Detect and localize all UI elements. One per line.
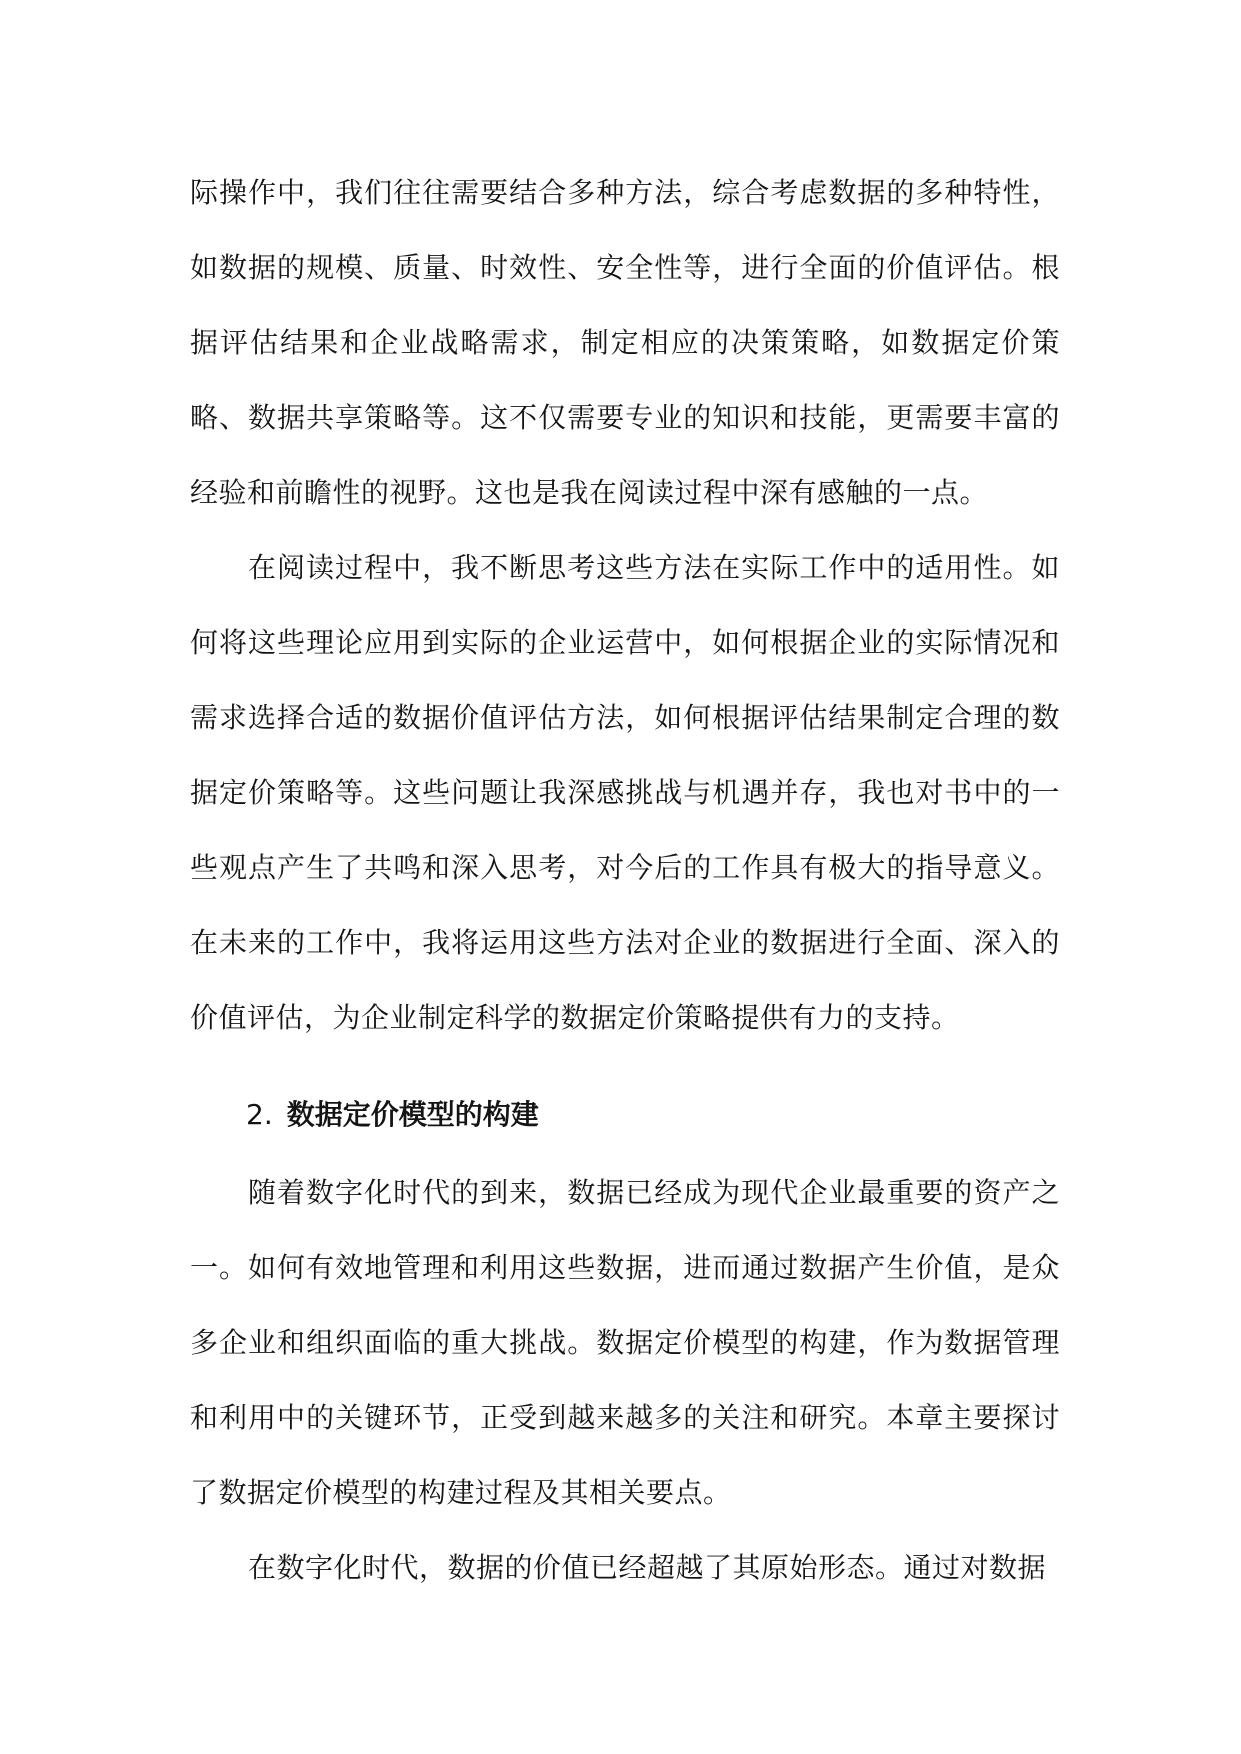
paragraph-reading-reflection: 在阅读过程中，我不断思考这些方法在实际工作中的适用性。如何将这些理论应用到实际的企业运营中，如何根据企业的实际情况和需求选择合适的数据价值评估方法，如何根据评估结果制定合理的数据定价策略等。这些问题让我深感挑战与机遇并存，我也对书中的一些观点产生了共鸣和深入思考，对今后的工作具有极大的指导意义。在未来的工作中，我将运用这些方法对企业的数据进行全面、深入的价值评估，为企业制定科学的数据定价策略提供有力的支持。 bbox=[190, 551, 1060, 1034]
section-heading bbox=[190, 1075, 1060, 1155]
section-number: 2. bbox=[246, 1098, 273, 1131]
document-body bbox=[190, 155, 1060, 1605]
section-title: 数据定价模型的构建 bbox=[286, 1098, 539, 1131]
paragraph-intro: 随着数字化时代的到来，数据已经成为现代企业最重要的资产之一。如何有效地管理和利用这些数据，进而通过数据产生价值，是众多企业和组织面临的重大挑战。数据定价模型的构建，作为数据管理和利用中的关键环节，正受到越来越多的关注和研究。本章主要探讨了数据定价模型的构建过程及其相关要点。 bbox=[190, 1176, 1060, 1509]
paragraph-digital-era: 在数字化时代，数据的价值已经超越了其原始形态。通过对数据 bbox=[248, 1551, 1047, 1584]
paragraph-continued: 际操作中，我们往往需要结合多种方法，综合考虑数据的多种特性，如数据的规模、质量、时效性、安全性等，进行全面的价值评估。根据评估结果和企业战略需求，制定相应的决策策略，如数据定价策略、数据共享策略等。这不仅需要专业的知识和技能，更需要丰富的经验和前瞻性的视野。这也是我在阅读过程中深有感触的一点。 bbox=[190, 176, 1060, 509]
